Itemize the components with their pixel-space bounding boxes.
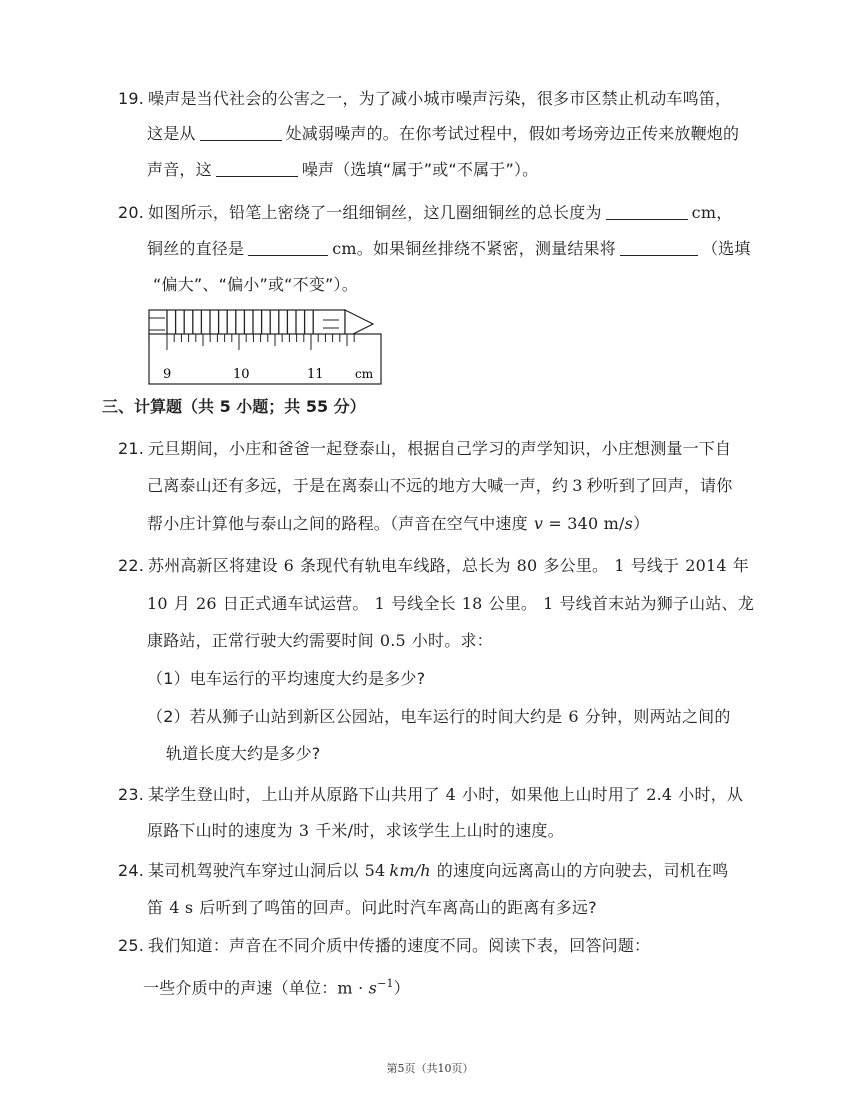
answer-blank[interactable] xyxy=(606,203,688,220)
q25-number: 25. xyxy=(118,936,145,955)
q23-line1: 23. 某学生登山时，上山并从原路下山共用了 4 小时，如果他上山时用了 2.4 小时，从 xyxy=(118,785,744,804)
q19-number: 19. xyxy=(118,89,145,108)
q24-number: 24. xyxy=(118,861,145,880)
q23-line2: 原路下山时的速度为 3 千米/时，求该学生上山时的速度。 xyxy=(147,821,564,840)
q22-number: 22. xyxy=(118,556,145,575)
answer-blank[interactable] xyxy=(200,124,282,141)
q21-line2: 己离泰山还有多远，于是在离泰山不远的地方大喊一声，约 3 秒听到了回声，请你 xyxy=(147,476,733,495)
ruler-body xyxy=(149,334,381,384)
q25-line2: 一些介质中的声速（单位：$m \cdot s^{-1}$） xyxy=(143,977,410,998)
pencil-ruler-figure xyxy=(145,308,385,386)
ruler-label-9: 9 xyxy=(163,367,172,382)
q20-line1: 20. 如图所示，铅笔上密绕了一组细铜丝，这几圈细铜丝的总长度为 cm， xyxy=(118,203,733,222)
q23-number: 23. xyxy=(118,785,145,804)
q19-line3: 声音，这 噪声（选填“属于”或“不属于”）。 xyxy=(147,160,539,179)
q24-line1: 24. 某司机驾驶汽车穿过山洞后以 54 km/h 的速度向远离高山的方向驶去，司机在鸣 xyxy=(118,861,729,880)
page-footer: 第5页（共10页） xyxy=(386,1062,474,1075)
q22-line1: 22. 苏州高新区将建设 6 条现代有轨电车线路，总长为 80 多公里。 1 号线于 2014 年 xyxy=(118,556,749,575)
q22-line3: 康路站，正常行驶大约需要时间 0.5 小时。求： xyxy=(147,631,493,650)
q20-line2: 铜丝的直径是 cm。如果铜丝排绕不紧密，测量结果将 （选填 xyxy=(147,239,751,258)
q22-sub2-line1: （2）若从狮子山站到新区公园站，电车运行的时间大约是 6 分钟，则两站之间的 xyxy=(147,707,731,726)
section-heading: 三、计算题（共 5 小题；共 55 分） xyxy=(102,397,366,416)
q20-line3: “偏大”、“偏小”或“不变”）。 xyxy=(153,275,358,294)
q25-line1: 25. 我们知道：声音在不同介质中传播的速度不同。阅读下表，回答问题： xyxy=(118,936,651,955)
q22-line2: 10 月 26 日正式通车试运营。 1 号线全长 18 公里。 1 号线首末站为狮子山站、龙 xyxy=(147,594,754,613)
answer-blank[interactable] xyxy=(620,239,698,256)
answer-blank[interactable] xyxy=(216,160,298,177)
q22-sub1: （1）电车运行的平均速度大约是多少? xyxy=(147,669,426,688)
ruler-unit-label: cm xyxy=(355,367,374,381)
q19-line1: 19. 噪声是当代社会的公害之一，为了减小城市噪声污染，很多市区禁止机动车鸣笛， xyxy=(118,89,732,108)
ruler-label-10: 10 xyxy=(233,367,250,382)
q21-number: 21. xyxy=(118,439,145,458)
q19-line2: 这是从 处减弱噪声的。在你考试过程中，假如考场旁边正传来放鞭炮的 xyxy=(147,124,740,143)
q24-line2: 笛 4 s 后听到了鸣笛的回声。问此时汽车离高山的距离有多远? xyxy=(147,898,597,917)
q22-sub2-line2: 轨道长度大约是多少? xyxy=(166,744,321,763)
ruler-label-11: 11 xyxy=(307,367,324,382)
answer-blank[interactable] xyxy=(248,239,328,256)
q21-line1: 21. 元旦期间，小庄和爸爸一起登泰山，根据自己学习的声学知识，小庄想测量一下自 xyxy=(118,439,732,458)
q20-number: 20. xyxy=(118,203,145,222)
q21-line3: 帮小庄计算他与泰山之间的路程。（声音在空气中速度 v = 340 m/s） xyxy=(147,514,650,533)
